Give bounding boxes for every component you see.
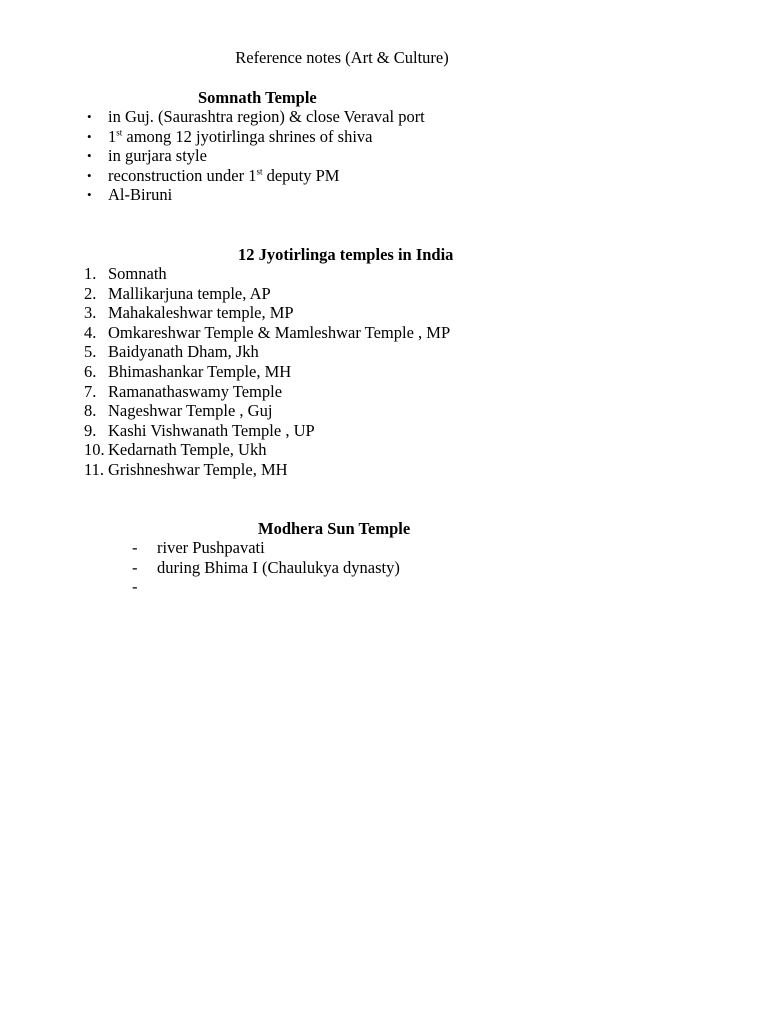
list-item-text: Ramanathaswamy Temple: [108, 381, 283, 401]
list-item-text: Somnath: [108, 264, 167, 283]
list-item: [87, 146, 425, 166]
list-number: 7.: [84, 381, 97, 401]
list-item-text-prefix: reconstruction under 1: [108, 165, 257, 185]
bullet-marker: •: [87, 167, 92, 183]
list-item-text: during Bhima I (Chaulukya dynasty): [157, 557, 400, 577]
list-item-text: Al-Biruni: [108, 185, 173, 205]
ordinal-suffix: st: [256, 166, 263, 177]
somnath-heading: Somnath Temple: [198, 88, 317, 107]
jyotirlinga-numbered-list: [84, 264, 451, 480]
modhera-dash-list: [132, 538, 400, 597]
list-item-text: in gurjara style: [108, 146, 207, 166]
list-number: 6.: [84, 361, 97, 381]
dash-marker: -: [132, 577, 138, 597]
document-title: Reference notes (Art & Culture): [235, 48, 449, 67]
list-item-text: Omkareshwar Temple & Mamleshwar Temple , MP: [108, 322, 451, 342]
bullet-marker: •: [87, 187, 92, 203]
list-item: [84, 361, 450, 382]
list-item: [132, 557, 400, 578]
list-item-text: Kashi Vishwanath Temple , UP: [108, 420, 315, 440]
list-item-text: Bhimashankar Temple, MH: [108, 361, 292, 381]
list-number: 11.: [84, 459, 105, 479]
list-item: [84, 342, 450, 362]
somnath-bullet-list: [87, 107, 425, 205]
list-item: [84, 459, 450, 480]
list-number: 2.: [84, 283, 97, 303]
list-item-text: Mallikarjuna temple, AP: [108, 283, 271, 303]
list-item-text-prefix: 1: [108, 126, 117, 146]
list-item: [84, 381, 450, 402]
dash-marker: -: [132, 538, 138, 557]
list-number: 3.: [84, 303, 97, 323]
list-item: [84, 283, 450, 304]
list-item-text: Grishneshwar Temple, MH: [108, 459, 288, 479]
list-item-text: Nageshwar Temple , Guj: [108, 401, 273, 421]
ordinal-suffix: st: [116, 127, 123, 138]
bullet-marker: •: [87, 128, 92, 144]
modhera-heading: Modhera Sun Temple: [258, 519, 411, 538]
list-number: 4.: [84, 322, 97, 342]
list-item: [84, 322, 451, 343]
list-item: [132, 577, 400, 597]
list-number: 1.: [84, 264, 97, 283]
list-number: 5.: [84, 342, 97, 362]
list-item: [84, 440, 450, 460]
list-number: 8.: [84, 401, 97, 421]
list-item-text-suffix: deputy PM: [262, 165, 340, 185]
list-item: [84, 420, 450, 441]
bullet-marker: •: [87, 109, 92, 124]
list-item-text: Kedarnath Temple, Ukh: [108, 440, 267, 460]
list-item-text: Mahakaleshwar temple, MP: [108, 303, 294, 323]
list-item: [87, 185, 425, 205]
list-item-text: river Pushpavati: [157, 538, 265, 557]
list-item: [87, 107, 425, 127]
list-item: [84, 401, 450, 421]
list-item: [84, 264, 450, 284]
list-number: 9.: [84, 420, 97, 440]
list-item-text-suffix: among 12 jyotirlinga shrines of shiva: [122, 126, 373, 146]
list-item-text: Baidyanath Dham, Jkh: [108, 342, 259, 362]
list-item: [87, 165, 425, 186]
list-item-text: in Guj. (Saurashtra region) & close Veraval port: [108, 107, 425, 126]
dash-marker: -: [132, 557, 138, 577]
list-number: 10.: [84, 440, 105, 460]
list-item: [84, 303, 450, 323]
list-item: [87, 126, 425, 147]
jyotirlinga-heading: 12 Jyotirlinga temples in India: [238, 245, 454, 264]
list-item: [132, 538, 400, 558]
bullet-marker: •: [87, 148, 92, 164]
